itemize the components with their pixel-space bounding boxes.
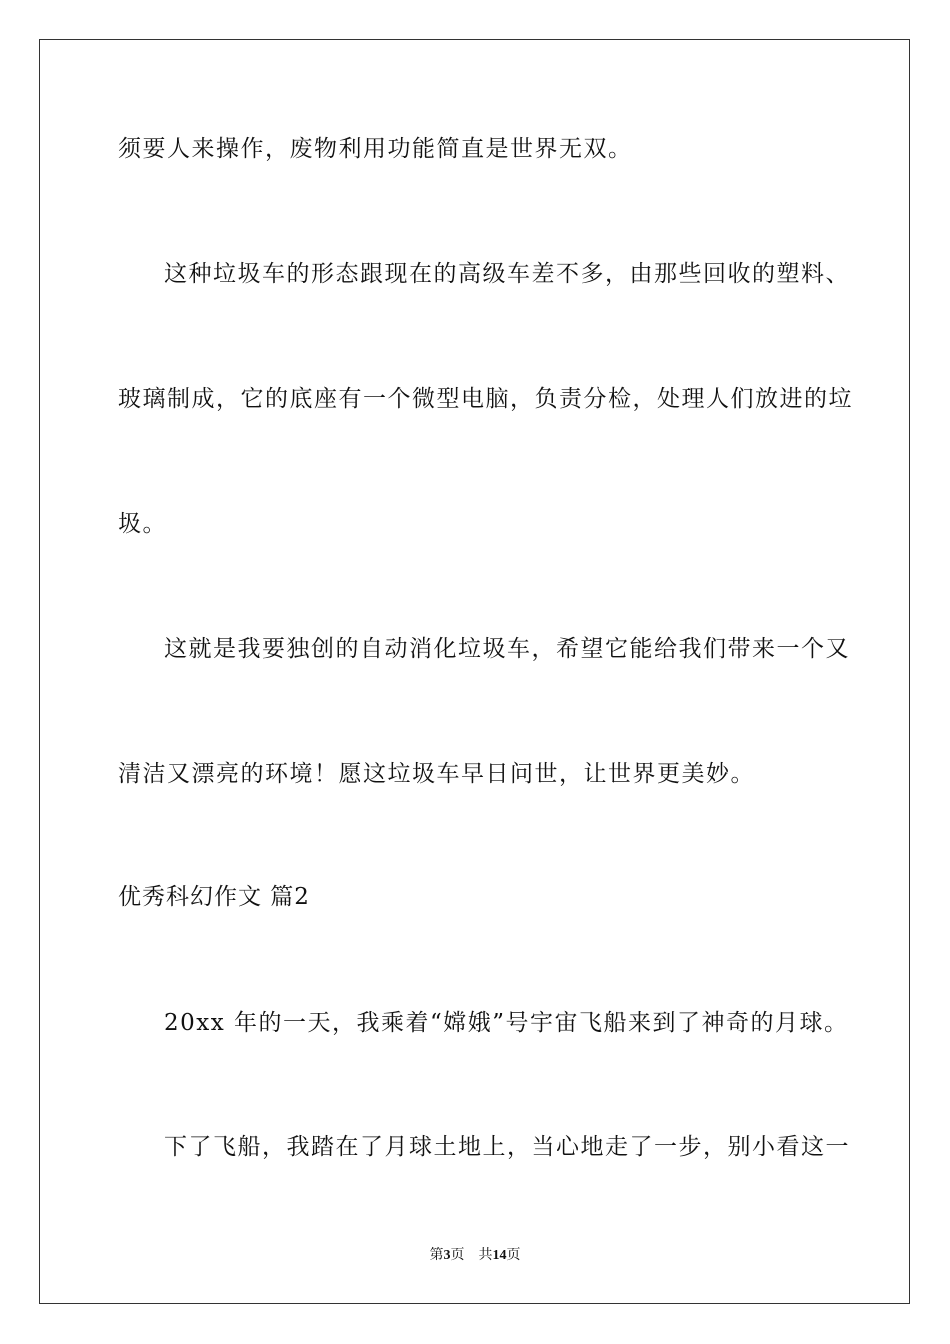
total-pages: 14 [492, 1248, 507, 1263]
page-label-suffix: 页 [450, 1248, 465, 1263]
paragraph-line: 玻璃制成，它的底座有一个微型电脑，负责分检，处理人们放进的垃 [118, 386, 853, 412]
section-heading: 优秀科幻作文 篇2 [118, 884, 310, 910]
paragraph-line: 下了飞船，我踏在了月球土地上，当心地走了一步，别小看这一 [164, 1134, 850, 1160]
paragraph-line: 这种垃圾车的形态跟现在的高级车差不多，由那些回收的塑料、 [164, 261, 850, 287]
page-number: 3 [443, 1248, 451, 1263]
paragraph-line: 这就是我要独创的自动消化垃圾车，希望它能给我们带来一个又 [164, 636, 850, 662]
paragraph-line: 20xx 年的一天，我乘着“嫦娥”号宇宙飞船来到了神奇的月球。 [164, 1010, 849, 1036]
paragraph-line: 清洁又漂亮的环境！愿这垃圾车早日问世，让世界更美妙。 [118, 761, 755, 787]
page-label-prefix: 第 [429, 1248, 444, 1263]
page-frame [39, 39, 910, 1304]
total-label-prefix: 共 [478, 1248, 493, 1263]
page-footer [0, 1247, 950, 1265]
paragraph-line: 圾。 [118, 511, 167, 537]
total-label-suffix: 页 [506, 1248, 521, 1263]
paragraph-line: 须要人来操作，废物利用功能简直是世界无双。 [118, 136, 633, 162]
